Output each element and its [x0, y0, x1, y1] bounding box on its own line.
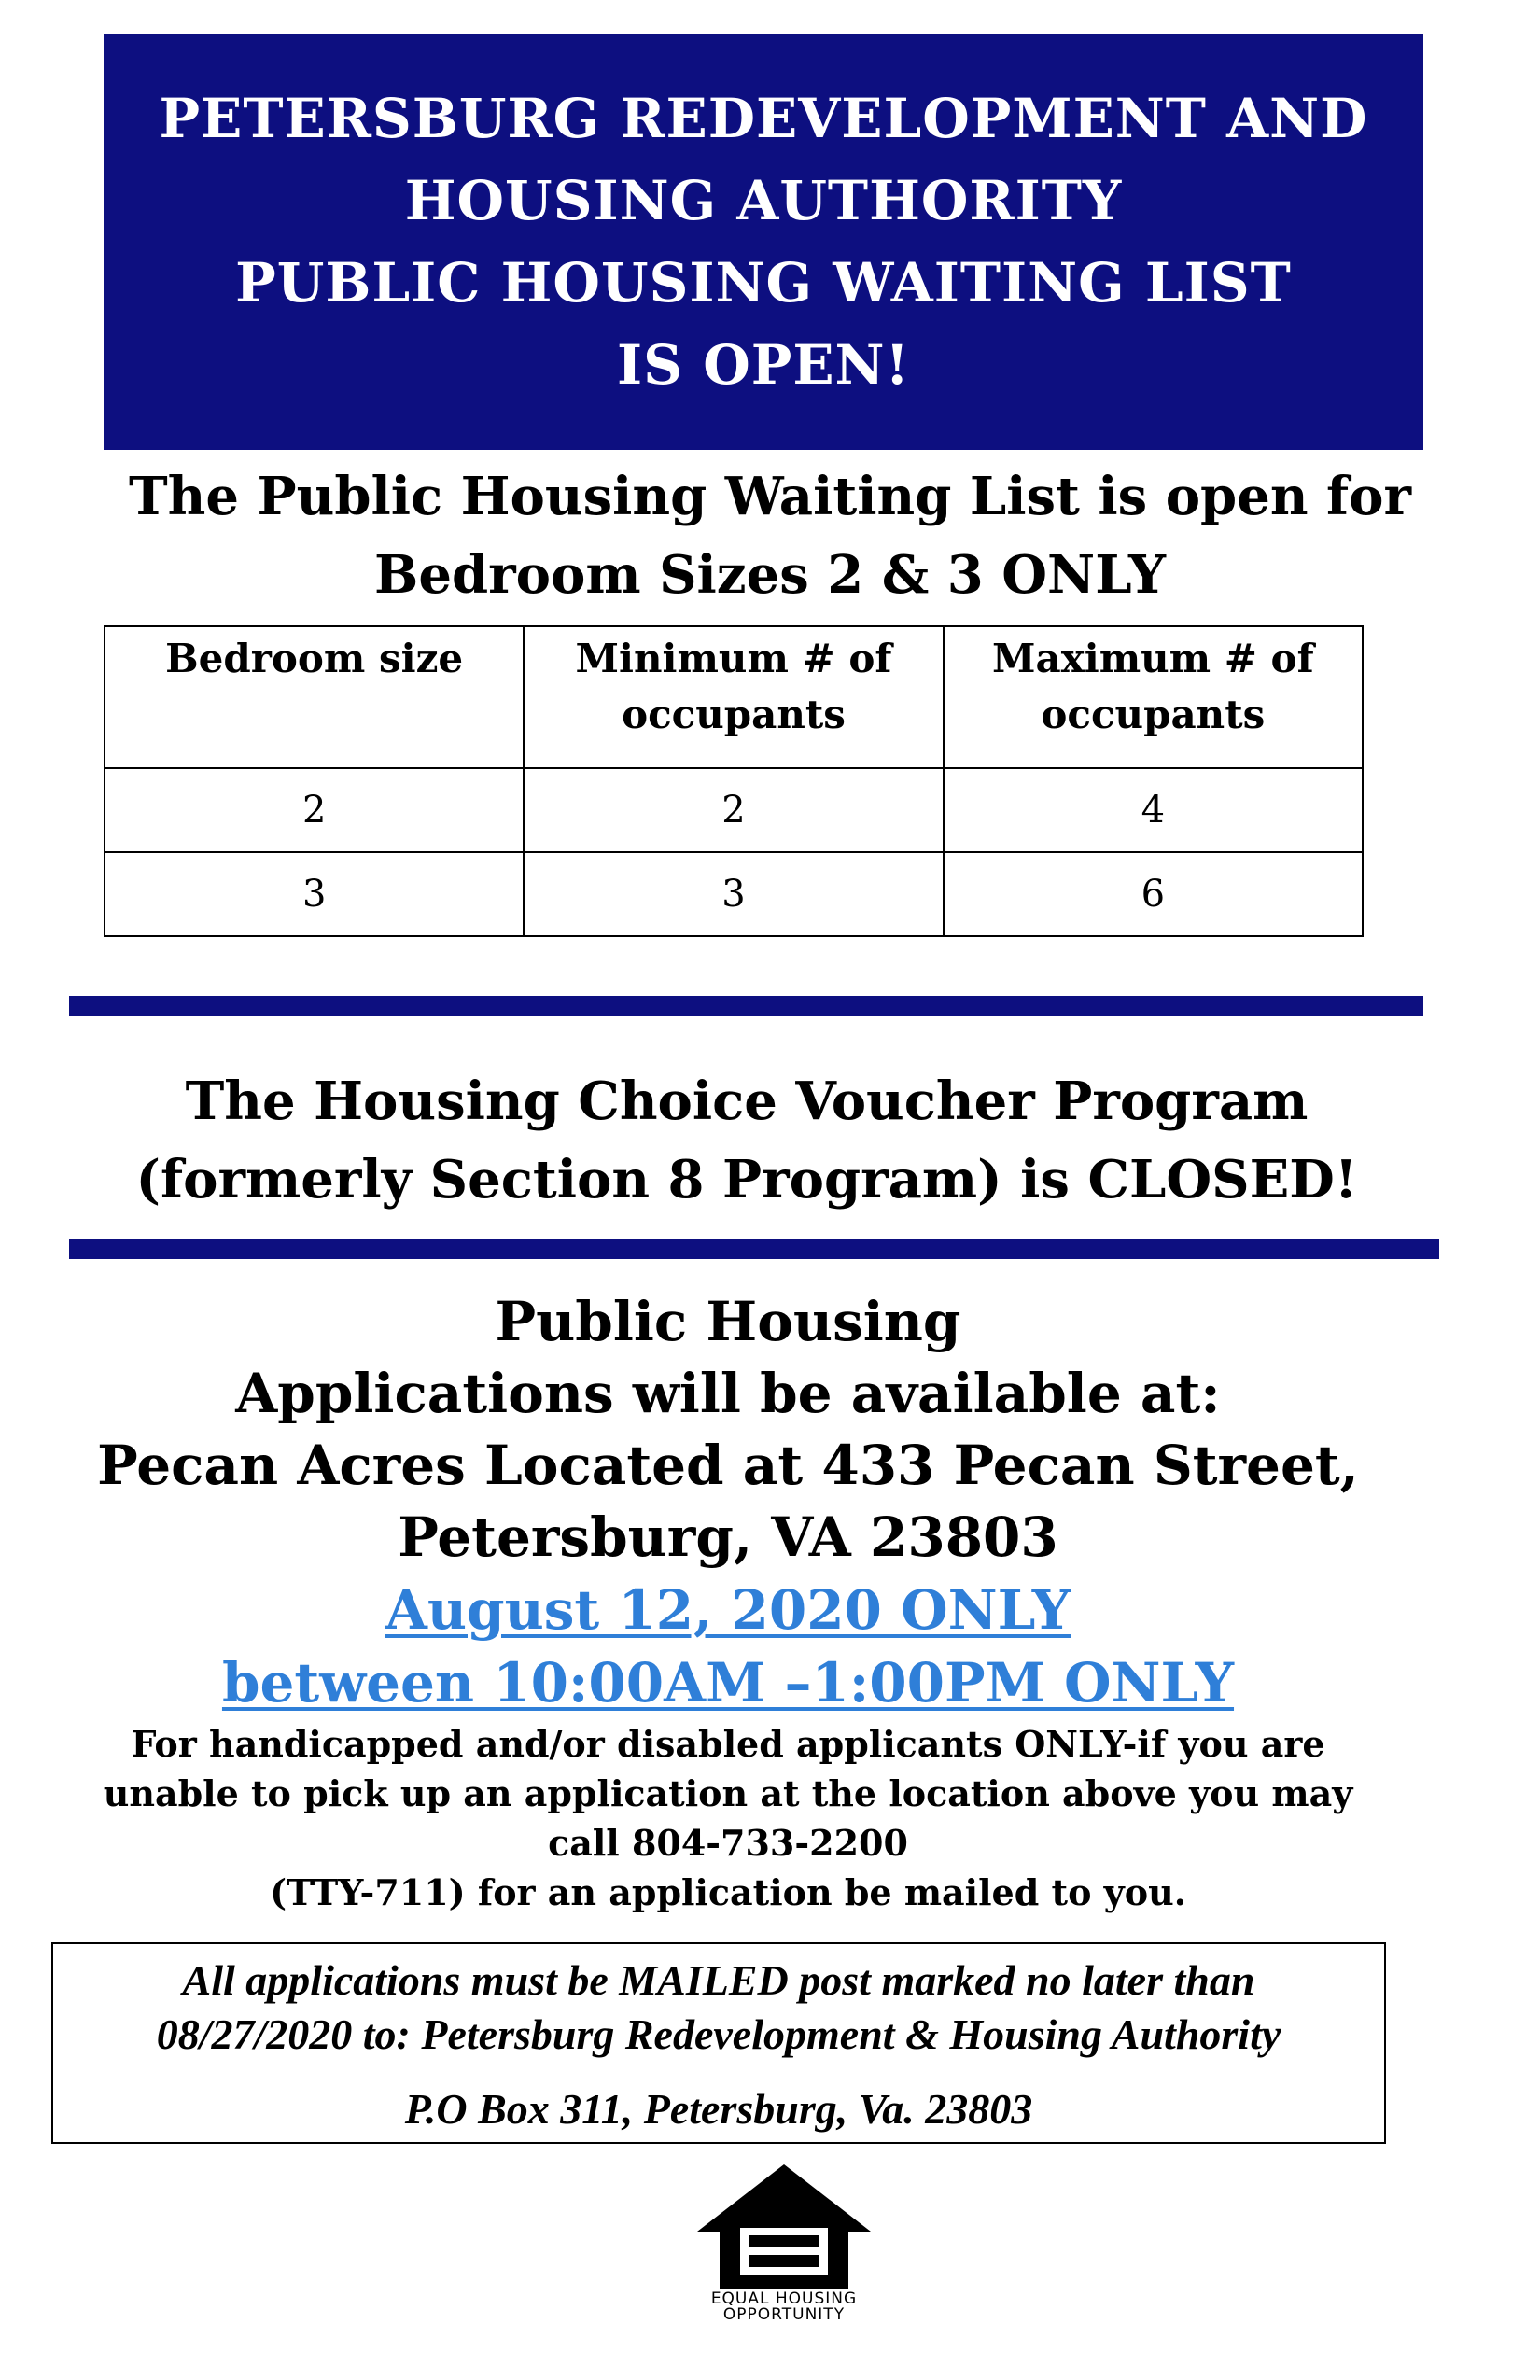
banner-line-1: PETERSBURG REDEVELOPMENT AND	[159, 87, 1368, 150]
mailing-line-2: 08/27/2020 to: Petersburg Redevelopment & Housing Authority	[156, 2010, 1281, 2058]
voucher-line-2: (formerly Section 8 Program) is CLOSED!	[135, 1149, 1358, 1211]
divider-top	[69, 996, 1423, 1016]
equal-housing-logo-text	[695, 2291, 873, 2323]
cell-min-occupants: 2	[524, 768, 943, 852]
cell-bedroom-size: 3	[105, 852, 524, 936]
voucher-line-1: The Housing Choice Voucher Program	[185, 1071, 1309, 1132]
logo-line-2: OPPORTUNITY	[722, 2305, 846, 2324]
voucher-program-statement	[75, 1062, 1419, 1219]
divider-bottom	[69, 1239, 1439, 1259]
banner-line-3: PUBLIC HOUSING WAITING LIST	[235, 251, 1292, 315]
header-banner	[104, 34, 1423, 450]
applications-location: Pecan Acres Located at 433 Pecan Street,	[97, 1434, 1359, 1497]
waiting-list-line-2: Bedroom Sizes 2 & 3 ONLY	[374, 544, 1166, 606]
table-header-row	[105, 626, 1363, 768]
cell-max-occupants: 4	[944, 768, 1363, 852]
header-min-occupants: Minimum # of occupants	[524, 626, 943, 768]
accessibility-note-4: (TTY-711) for an application be mailed to you.	[270, 1871, 1186, 1913]
mailing-address: P.O Box 311, Petersburg, Va. 23803	[404, 2085, 1033, 2133]
accessibility-note-2: unable to pick up an application at the location above you may	[103, 1772, 1353, 1814]
applications-date: August 12, 2020 ONLY	[385, 1578, 1071, 1642]
mailing-instructions-box	[51, 1942, 1386, 2144]
logo-line-1: EQUAL HOUSING	[710, 2289, 858, 2308]
applications-availability: Applications will be available at:	[235, 1362, 1221, 1425]
banner-line-2: HOUSING AUTHORITY	[404, 169, 1123, 232]
applications-section	[56, 1286, 1400, 1917]
applications-city: Petersburg, VA 23803	[398, 1505, 1058, 1569]
cell-max-occupants: 6	[944, 852, 1363, 936]
waiting-list-line-1: The Public Housing Waiting List is open for	[129, 466, 1411, 527]
applications-time: between 10:00AM –1:00PM ONLY	[221, 1651, 1235, 1715]
cell-bedroom-size: 2	[105, 768, 524, 852]
table-row	[105, 852, 1363, 936]
header-max-occupants: Maximum # of occupants	[944, 626, 1363, 768]
applications-heading: Public Housing	[495, 1290, 961, 1353]
cell-min-occupants: 3	[524, 852, 943, 936]
mailing-line-1: All applications must be MAILED post marked no later than	[182, 1956, 1255, 2004]
waiting-list-statement	[75, 457, 1465, 614]
accessibility-note-3: call 804-733-2200	[548, 1822, 908, 1864]
header-bedroom-size: Bedroom size	[105, 626, 524, 768]
bedroom-occupancy-table	[104, 625, 1364, 937]
accessibility-note-1: For handicapped and/or disabled applicants ONLY-if you are	[131, 1723, 1325, 1765]
banner-line-4: IS OPEN!	[616, 333, 911, 397]
table-row	[105, 768, 1363, 852]
